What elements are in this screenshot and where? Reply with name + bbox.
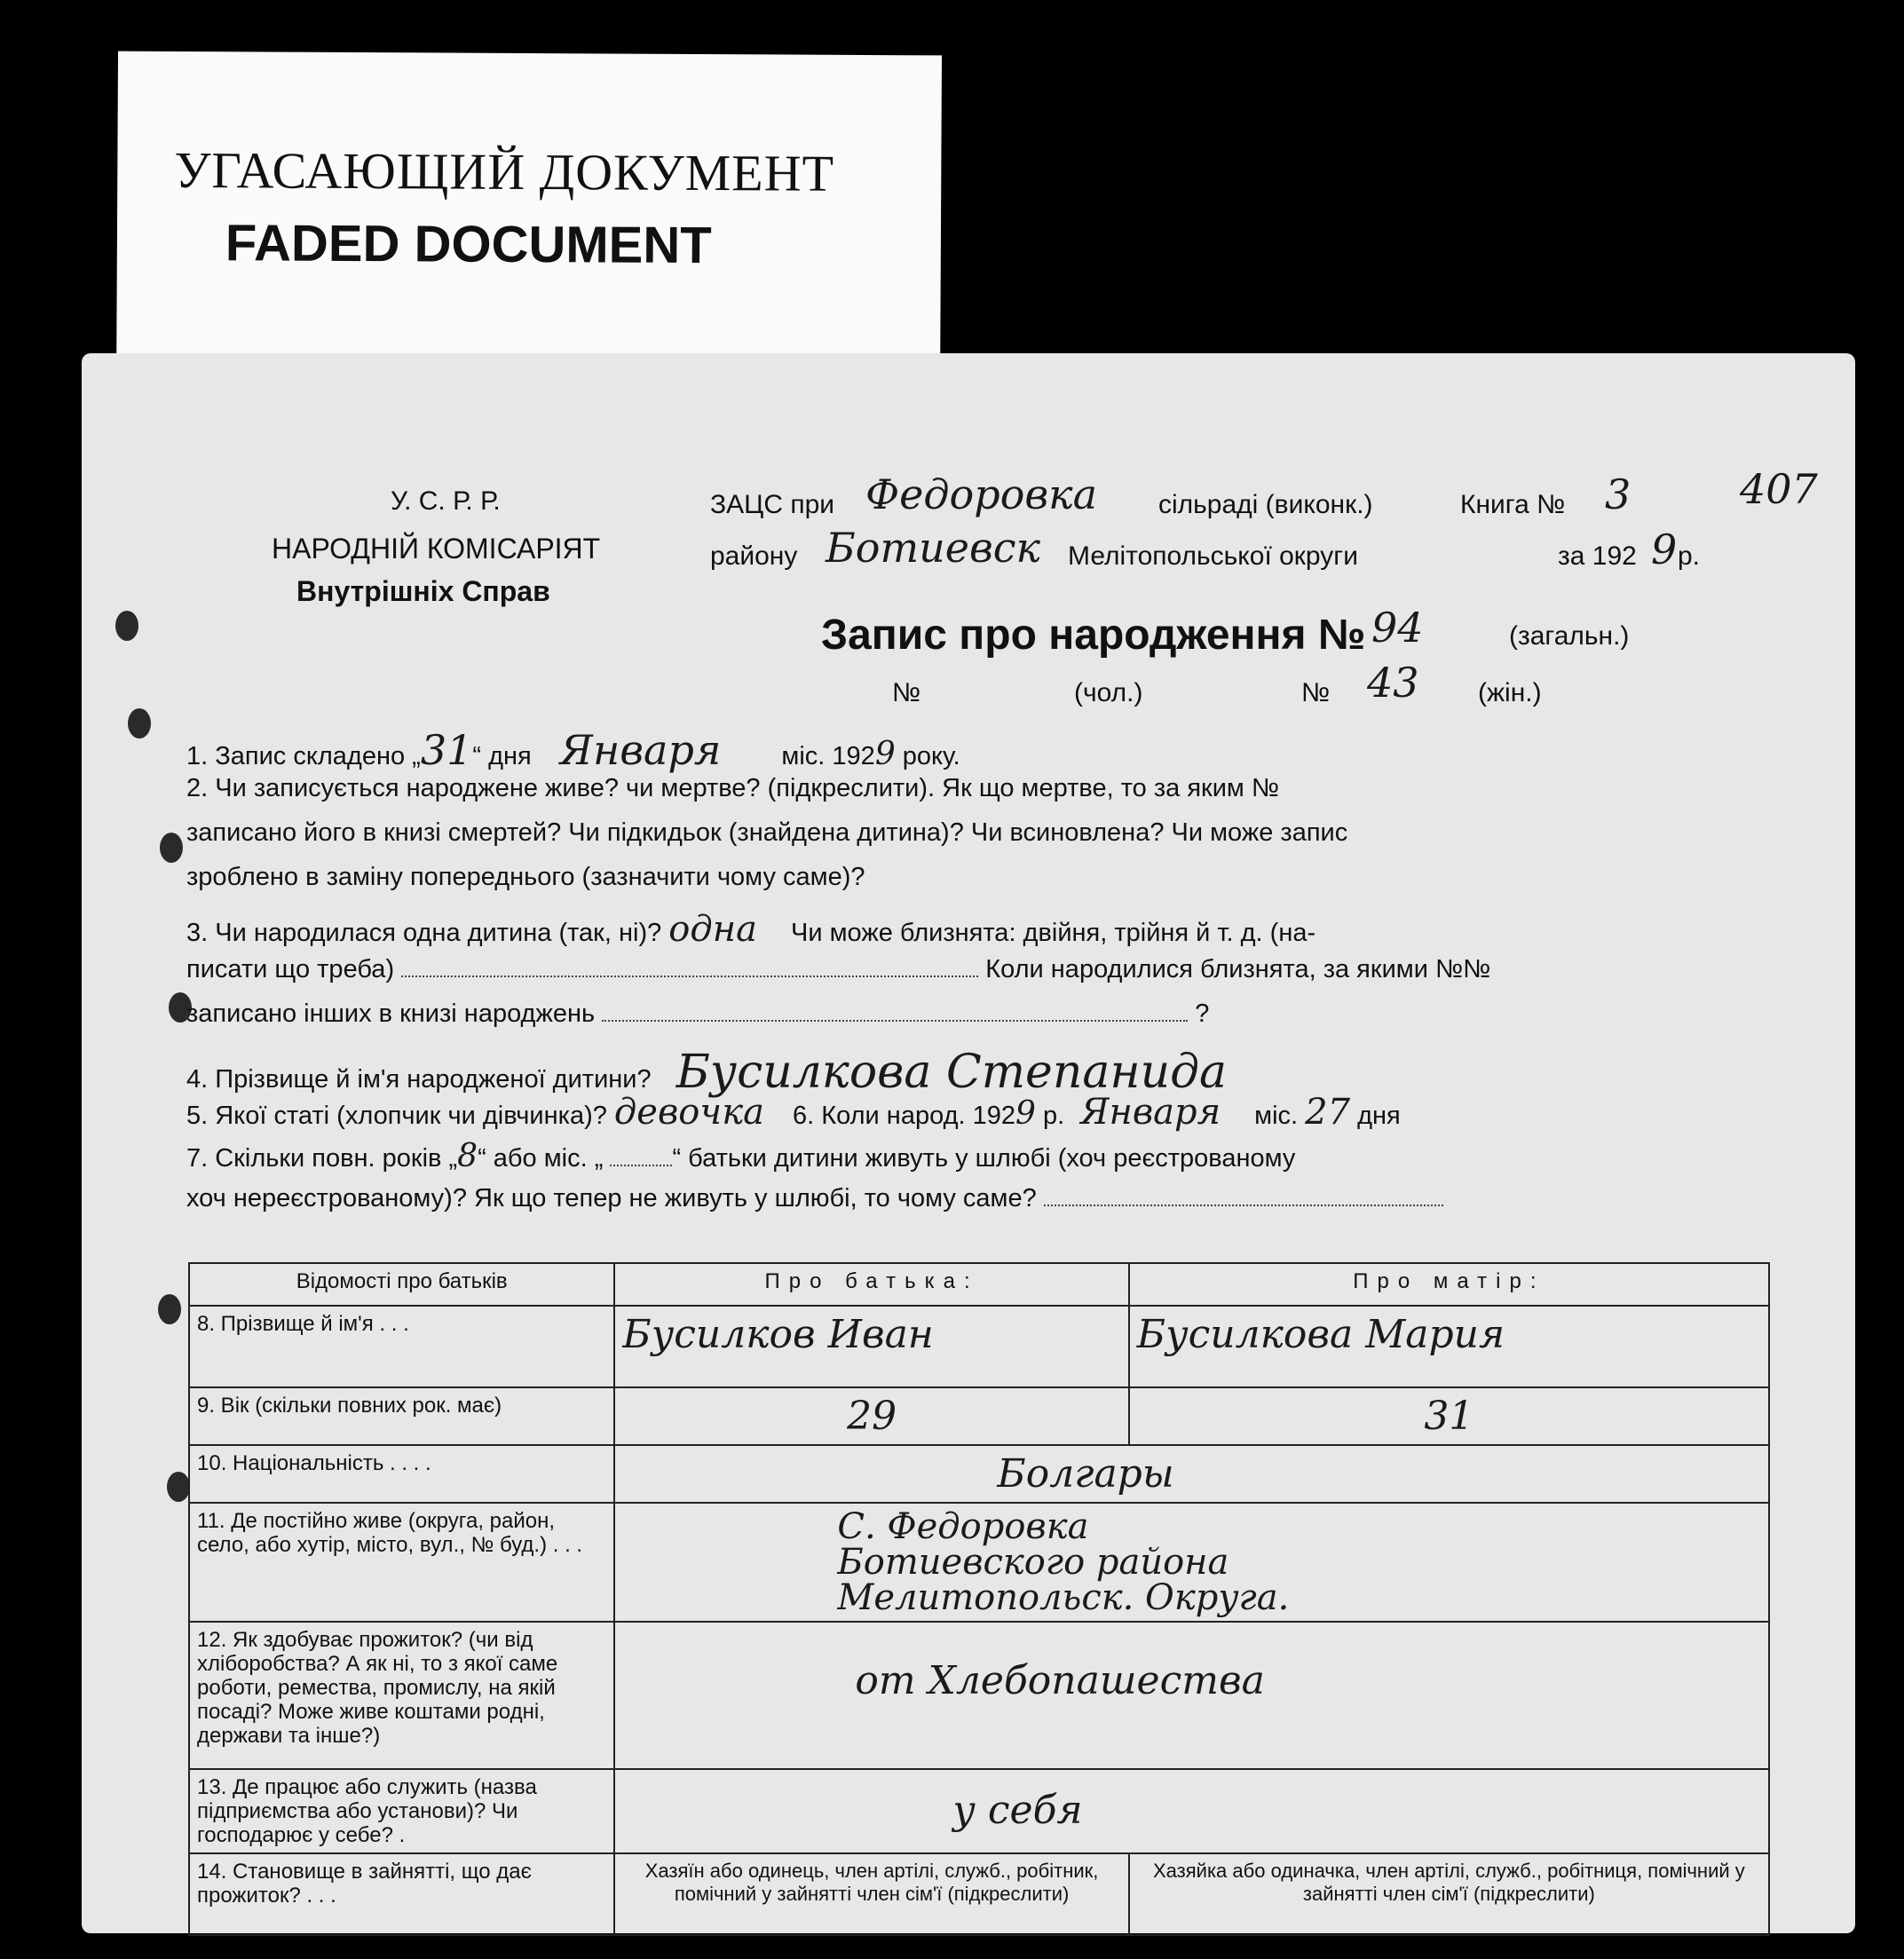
punch-hole — [160, 833, 183, 863]
row-label-residence: 11. Де постійно живе (округа, район, село, або хутір, місто, вул., № буд.) . . . — [189, 1503, 614, 1622]
residence-value: С. Федоровка Ботиевского района Мелитопольск. Округа. — [614, 1503, 1769, 1622]
nationality-value: Болгары — [614, 1445, 1769, 1503]
child-name: Бусилкова Степанида — [675, 1046, 1228, 1099]
workplace-value: у себя — [614, 1769, 1769, 1853]
book-number: 3 — [1605, 470, 1631, 518]
village-suffix: сільраді (виконк.) — [1158, 490, 1373, 519]
commissariat-heading: НАРОДНІЙ КОМІСАРІЯТ — [272, 533, 601, 565]
table-header-row — [189, 1263, 1769, 1306]
q1-text-c: міс. 192 — [781, 742, 875, 770]
department-heading: Внутрішніх Справ — [296, 575, 550, 607]
q7-text-c: “ батьки дитини живуть у шлюбі (хоч реєстрованому — [672, 1144, 1296, 1173]
q6-day: 27 — [1305, 1092, 1351, 1133]
row-label-age: 9. Вік (скільки повних рок. має) — [189, 1387, 614, 1445]
male-number-prefix: № — [892, 678, 921, 707]
general-label: (загальн.) — [1509, 621, 1630, 651]
dotted-blank — [401, 976, 978, 977]
district-prefix: району — [710, 541, 798, 571]
q3-line2-text-b: Коли народилися близнята, за якими №№ — [985, 955, 1491, 983]
livelihood-value: от Хлебопашества — [614, 1622, 1769, 1769]
okrug-label: Мелітопольської округи — [1068, 541, 1358, 571]
q3-line2-text: писати що треба) — [186, 955, 395, 983]
q7-text-b: “ або міс. „ — [478, 1144, 604, 1173]
q3-answer: одна — [668, 909, 757, 950]
q1-day: 31 — [420, 726, 473, 774]
district-handwritten: Ботиевск — [826, 524, 1040, 572]
parents-table — [188, 1262, 1770, 1936]
table-row — [189, 1853, 1769, 1935]
father-occupation-options: Хазяїн або одинець, член артілі, служб., робітник, помічний у зайнятті член сім'ї (підкреслити) — [614, 1853, 1128, 1935]
dotted-blank — [610, 1165, 672, 1166]
q6-year: 9 — [1015, 1095, 1036, 1132]
q1-text-a: 1. Запис складено „ — [186, 742, 421, 770]
header-father: Про батька: — [614, 1263, 1128, 1306]
q7-text-a: 7. Скільки повн. років „ — [186, 1144, 458, 1173]
label-line-russian: УГАСАЮЩИЙ ДОКУМЕНТ — [174, 140, 835, 202]
father-name: Бусилков Иван — [614, 1306, 1128, 1387]
faded-document-label — [116, 51, 942, 402]
row-label-occupation-status: 14. Становище в зайнятті, що дає прожиток? . . . — [189, 1853, 614, 1935]
q6-text-a: 6. Коли народ. 192 — [793, 1102, 1015, 1130]
q3-line3-text: записано інших в книзі народжень — [186, 999, 596, 1028]
question-2-line3: зроблено в заміну попереднього (зазначити чому саме)? — [186, 863, 865, 891]
mother-age: 31 — [1129, 1387, 1769, 1445]
question-3-line2 — [186, 955, 1490, 984]
q6-text-b: р. — [1042, 1102, 1065, 1130]
punch-hole — [167, 1472, 190, 1502]
label-line-english: FADED DOCUMENT — [225, 214, 712, 275]
male-suffix: (чол.) — [1074, 678, 1143, 707]
q3-text-a: 3. Чи народилася одна дитина (так, ні)? — [186, 919, 662, 947]
punch-hole — [128, 708, 151, 739]
question-7-line2 — [186, 1184, 1443, 1213]
question-2-line2: записано його в книзі смертей? Чи підкидьок (знайдена дитина)? Чи всиновлена? Чи може запис — [186, 818, 1348, 847]
question-3-line1 — [186, 909, 1315, 950]
year-prefix: за 192 — [1558, 541, 1637, 571]
row-label-nationality: 10. Національність . . . . — [189, 1445, 614, 1503]
question-4 — [186, 1046, 1227, 1099]
row-label-livelihood: 12. Як здобуває прожиток? (чи від хліборобства? А як ні, то з якої саме роботи, ремества, промислу, на якій посаді? Може живе коштами родні, держави та інше?) — [189, 1622, 614, 1769]
q6-text-d: дня — [1357, 1102, 1401, 1130]
question-7-line1 — [186, 1138, 1295, 1174]
punch-hole — [115, 611, 138, 641]
mother-occupation-options: Хазяйка або одиначка, член артілі, служб., робітниця, помічний у зайнятті член сім'ї (підкреслити) — [1129, 1853, 1769, 1935]
question-2-line1: 2. Чи записується народжене живе? чи мертве? (підкреслити). Як що мертве, то за яким № — [186, 774, 1280, 802]
q1-year: 9 — [874, 736, 896, 772]
row-label-workplace: 13. Де працює або служить (назва підприємства або установи)? Чи господарює у себе? . — [189, 1769, 614, 1853]
village-handwritten: Федоровка — [865, 470, 1098, 518]
q4-text: 4. Прізвище й ім'я народженої дитини? — [186, 1065, 652, 1094]
father-age: 29 — [614, 1387, 1128, 1445]
book-label: Книга № — [1460, 490, 1566, 519]
year-digit: 9 — [1651, 525, 1678, 573]
dotted-blank — [602, 1020, 1188, 1022]
q1-month: Января — [559, 726, 722, 774]
question-1 — [186, 726, 960, 774]
q7-line2-text: хоч нереєстрованому)? Як що тепер не живуть у шлюбі, то чому саме? — [186, 1184, 1037, 1213]
q1-text-b: “ дня — [472, 742, 532, 770]
child-sex: девочка — [613, 1092, 764, 1133]
q1-text-d: року. — [902, 742, 960, 770]
q5-text: 5. Якої статі (хлопчик чи дівчинка)? — [186, 1102, 607, 1130]
table-row — [189, 1445, 1769, 1503]
q6-month: Января — [1080, 1092, 1221, 1133]
female-suffix: (жін.) — [1478, 678, 1542, 707]
q3-text-b: Чи може близнята: двійня, трійня й т. д. (на- — [791, 919, 1316, 947]
zags-prefix: ЗАЦС при — [710, 490, 835, 519]
question-3-line3 — [186, 999, 1209, 1029]
q6-text-c: міс. — [1254, 1102, 1299, 1130]
female-number: 43 — [1367, 659, 1419, 707]
record-number: 94 — [1371, 604, 1424, 652]
row-label-name: 8. Прізвище й ім'я . . . — [189, 1306, 614, 1387]
table-row — [189, 1503, 1769, 1622]
ussr-heading: У. С. Р. Р. — [391, 486, 501, 516]
header-mother: Про матір: — [1129, 1263, 1769, 1306]
female-number-prefix: № — [1301, 678, 1331, 707]
table-row — [189, 1622, 1769, 1769]
punch-hole — [158, 1294, 181, 1324]
record-title: Запис про народження № — [821, 612, 1366, 659]
question-5-6 — [186, 1092, 1401, 1133]
dotted-blank — [1044, 1205, 1443, 1206]
q3-line3-text-b: ? — [1195, 999, 1210, 1028]
table-row — [189, 1769, 1769, 1853]
marriage-years: 8 — [457, 1138, 478, 1174]
header-parents-info: Відомості про батьків — [189, 1263, 614, 1306]
table-row — [189, 1387, 1769, 1445]
corner-archive-number: 407 — [1740, 465, 1818, 513]
year-suffix: р. — [1678, 541, 1701, 571]
table-row — [189, 1306, 1769, 1387]
mother-name: Бусилкова Мария — [1129, 1306, 1769, 1387]
